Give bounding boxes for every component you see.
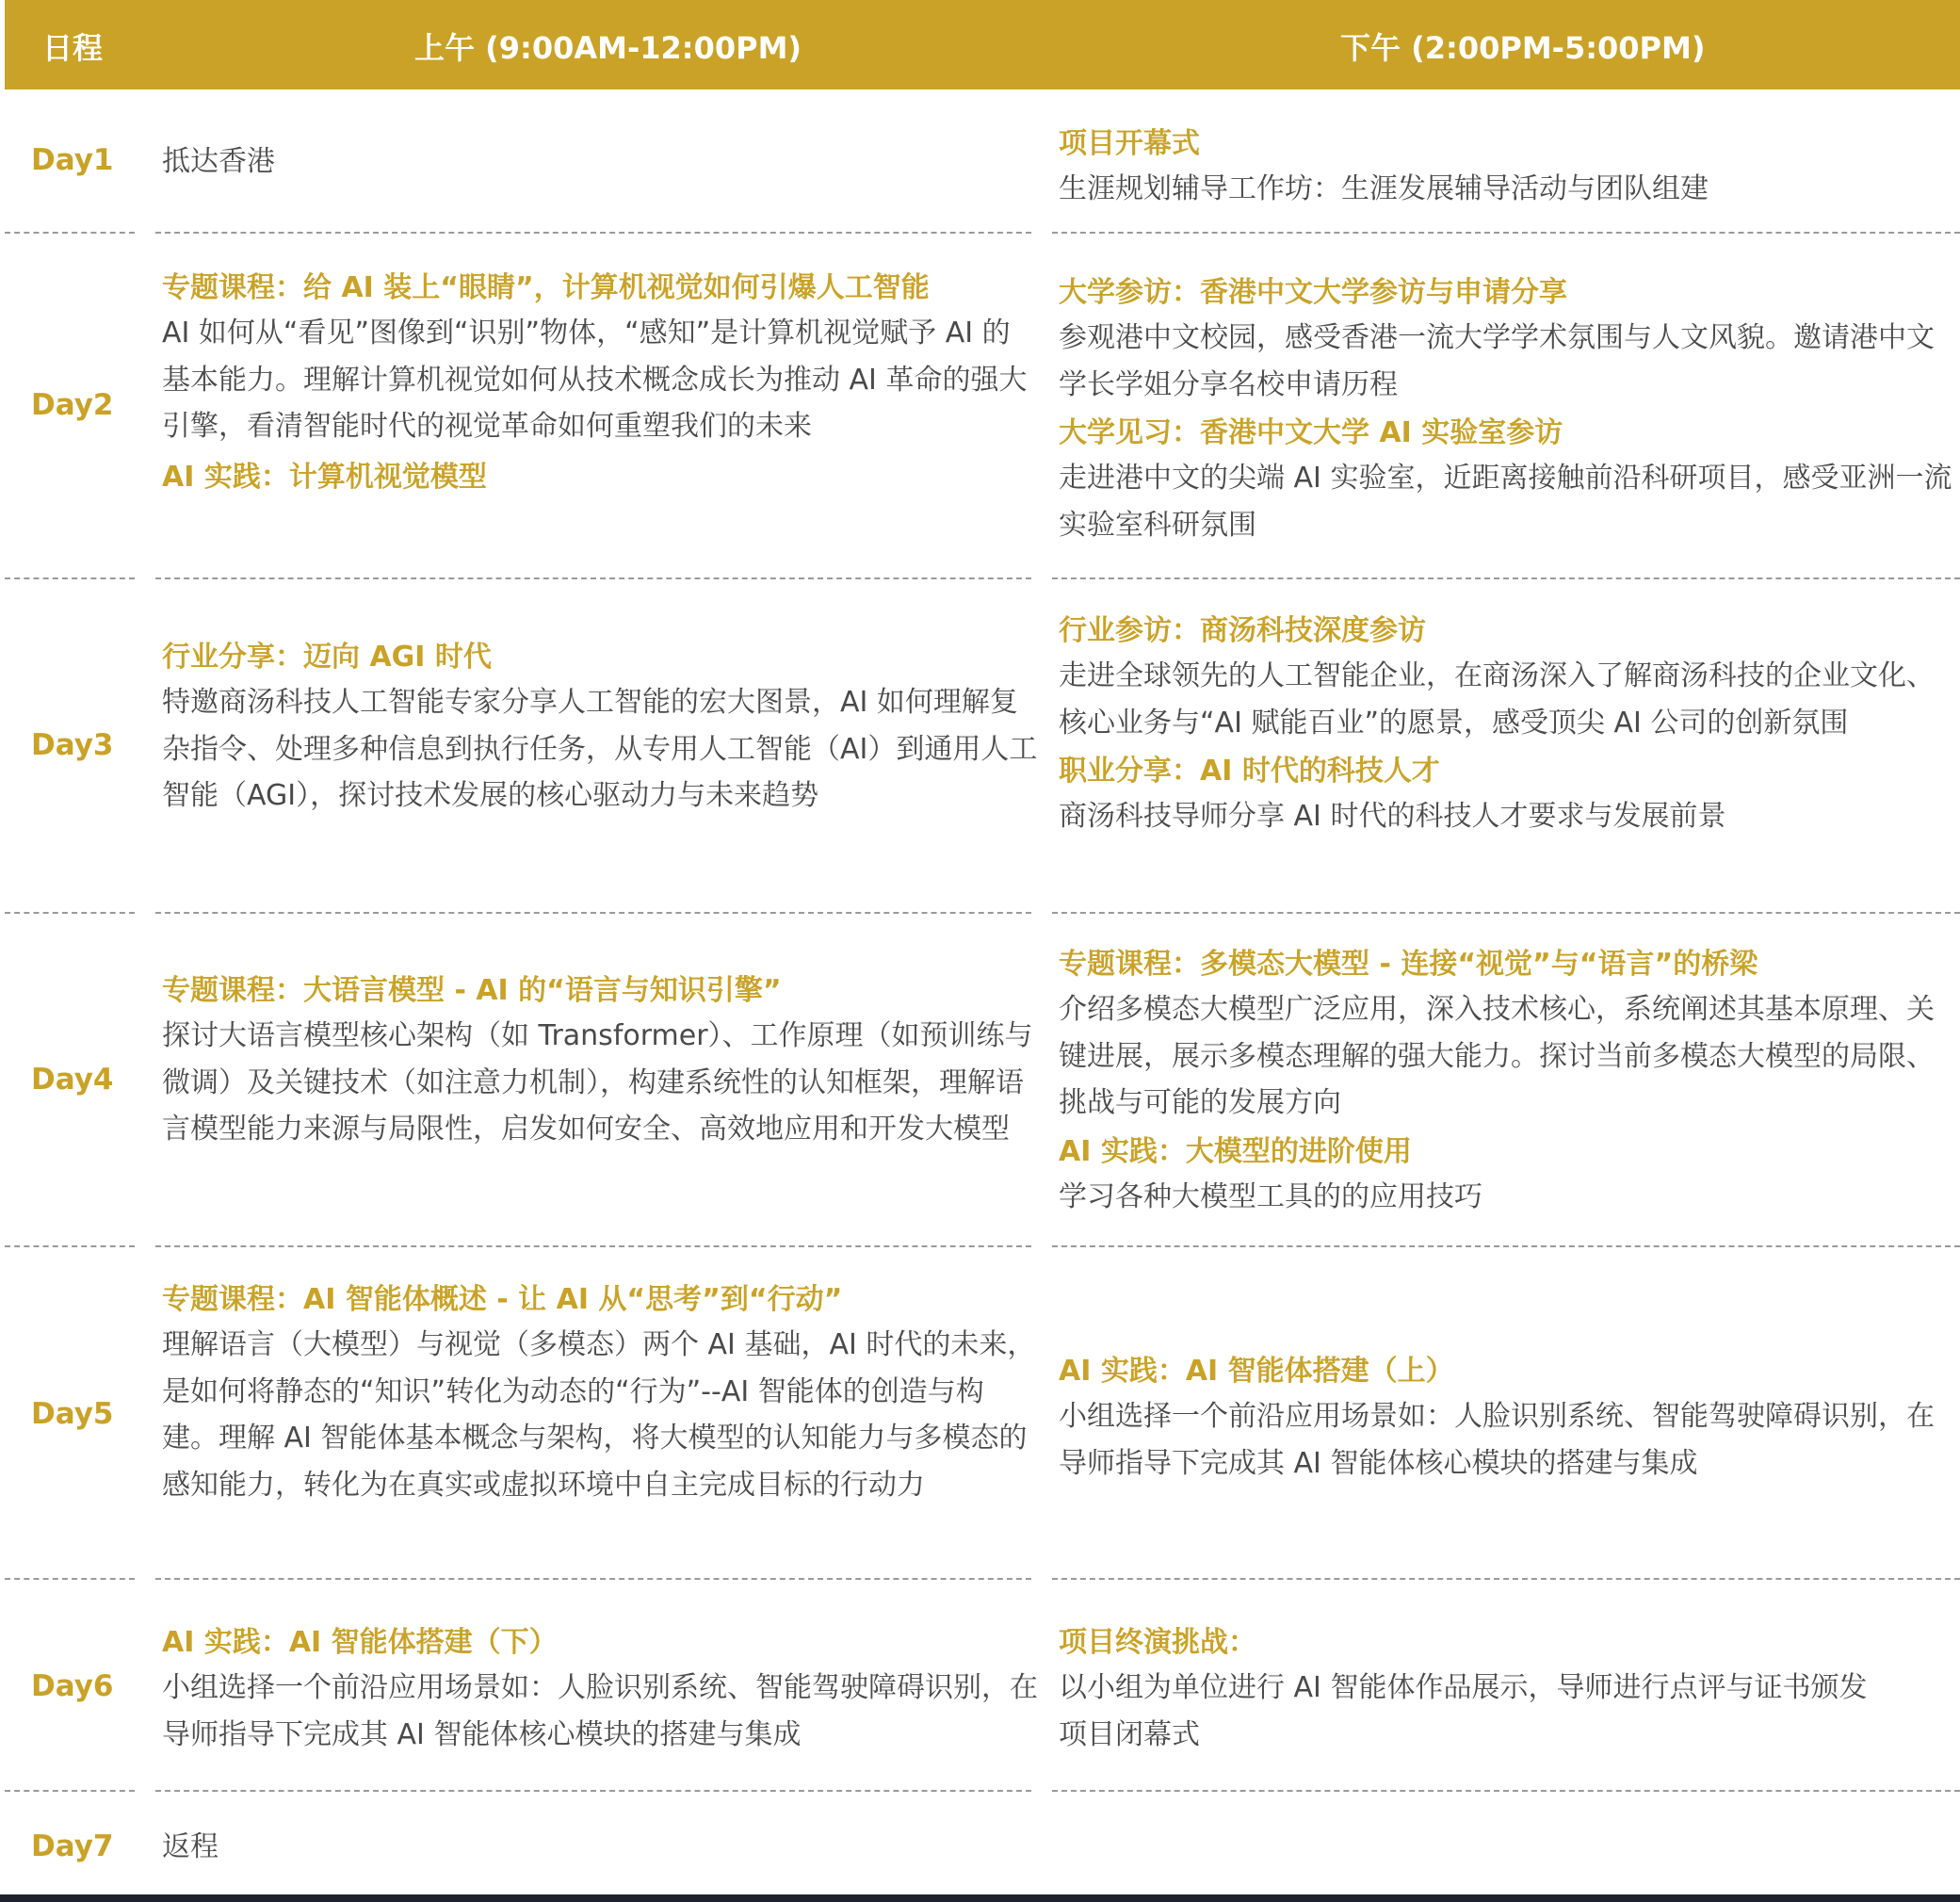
header-pm: 下午 (2:00PM-5:00PM) [1340,30,1706,66]
day6-pm-title: 项目终演挑战： [1059,1626,1256,1659]
day4-pm-text: 介绍多模态大模型广泛应用，深入技术核心，系统阐述其基本原理、关键进展，展示多模态理解的强大能力。探讨当前多模态大模型的局限、挑战与可能的发展方向 [1059,993,1935,1119]
day4-am-title: 专题课程：大语言模型 - AI 的“语言与知识引擎” [162,974,782,1007]
day1-am [162,138,1038,186]
day-label: Day6 [31,1669,114,1703]
day6-pm-text2: 项目闭幕式 [1059,1717,1200,1751]
day-label: Day7 [31,1829,114,1863]
day1-pm-title: 项目开幕式 [1059,127,1200,160]
row-divider [5,1245,135,1247]
row-divider [155,577,1031,579]
day-label: Day5 [31,1397,114,1431]
row-divider [5,1790,135,1792]
row-divider [1052,912,1960,914]
row-divider [155,1245,1031,1247]
day-label: Day3 [31,728,114,762]
day5-pm-title: AI 实践：AI 智能体搭建（上） [1059,1355,1454,1388]
day1-pm-text: 生涯规划辅导工作坊：生涯发展辅导活动与团队组建 [1059,172,1709,205]
row-divider [5,1578,135,1580]
day6-am-title: AI 实践：AI 智能体搭建（下） [162,1626,558,1659]
day5-am-text: 理解语言（大模型）与视觉（多模态）两个 AI 基础，AI 时代的未来，是如何将静态的“知识”转化为动态的“行为”--AI 智能体的创造与构建。理解 AI 智能体基本概念与架构，将大模型的认知能力与多模态的感知能力，转化为在真实或虚拟环境中自主完成目标的行动力 [162,1328,1036,1502]
day3-am [162,636,1038,820]
day3-pm-text: 走进全球领先的人工智能企业，在商汤深入了解商汤科技的企业文化、核心业务与“AI 赋能百业”的愿景，感受顶尖 AI 公司的创新氛围 [1059,659,1935,740]
day1-am-text: 抵达香港 [162,145,275,178]
row-divider [155,912,1031,914]
day2-am [162,267,1038,499]
day2-am-text: AI 如何从“看见”图像到“识别”物体，“感知”是计算机视觉赋予 AI 的基本能力。理解计算机视觉如何从技术概念成长为推动 AI 革命的强大引擎，看清智能时代的视觉革命如何重塑我们的未来 [162,317,1028,443]
day2-pm [1059,271,1953,548]
row-divider [155,1578,1031,1580]
day5-am-title: 专题课程：AI 智能体概述 - 让 AI 从“思考”到“行动” [162,1283,843,1316]
row-divider [155,1790,1031,1792]
day2-pm-title: 大学参访：香港中文大学参访与申请分享 [1059,276,1567,309]
row-divider [155,232,1031,234]
day4-am-text: 探讨大语言模型核心架构（如 Transformer）、工作原理（如预训练与微调）及关键技术（如注意力机制），构建系统性的认知框架，理解语言模型能力来源与局限性，启发如何安全、高效地应用和开发大模型 [162,1019,1033,1146]
day-label: Day4 [31,1063,114,1097]
day5-am [162,1278,1038,1508]
day4-pm-text2: 学习各种大模型工具的的应用技巧 [1059,1179,1482,1213]
day3-pm-title2: 职业分享：AI 时代的科技人才 [1059,755,1440,788]
day4-am [162,969,1038,1153]
day3-am-title: 行业分享：迈向 AGI 时代 [162,641,492,674]
schedule-header [5,0,1960,89]
day-label: Day1 [31,143,114,177]
day5-pm [1059,1350,1953,1487]
row-divider [5,912,135,914]
day1-pm [1059,122,1953,213]
day3-pm-title: 行业参访：商汤科技深度参访 [1059,614,1426,647]
row-divider [1052,1245,1960,1247]
day6-pm-text: 以小组为单位进行 AI 智能体作品展示，导师进行点评与证书颁发 [1059,1671,1868,1704]
day3-pm [1059,610,1953,840]
row-divider [5,577,135,579]
day7-am-text: 返程 [162,1830,219,1863]
header-am: 上午 (9:00AM-12:00PM) [414,30,802,66]
day6-am-text: 小组选择一个前沿应用场景如：人脸识别系统、智能驾驶障碍识别，在导师指导下完成其 AI 智能体核心模块的搭建与集成 [162,1671,1038,1751]
bottom-bar [0,1894,1960,1902]
row-divider [1052,1790,1960,1792]
day-label: Day2 [31,388,114,422]
day6-am [162,1621,1038,1758]
day2-pm-title2: 大学见习：香港中文大学 AI 实验室参访 [1059,416,1563,449]
day2-pm-text2: 走进港中文的尖端 AI 实验室，近距离接触前沿科研项目，感受亚洲一流实验室科研氛围 [1059,462,1952,542]
row-divider [5,232,135,234]
day4-pm-title2: AI 实践：大模型的进阶使用 [1059,1134,1412,1168]
day2-am-title: 专题课程：给 AI 装上“眼睛”，计算机视觉如何引爆人工智能 [162,271,930,304]
row-divider [1052,1578,1960,1580]
day3-am-text: 特邀商汤科技人工智能专家分享人工智能的宏大图景，AI 如何理解复杂指令、处理多种信息到执行任务，从专用人工智能（AI）到通用人工智能（AGI），探讨技术发展的核心驱动力与未来趋势 [162,686,1038,812]
day2-am-title2: AI 实践：计算机视觉模型 [162,460,487,494]
day4-pm [1059,943,1953,1220]
day2-pm-text: 参观港中文校园，感受香港一流大学学术氛围与人文风貌。邀请港中文学长学姐分享名校申请历程 [1059,321,1935,401]
day4-pm-title: 专题课程：多模态大模型 - 连接“视觉”与“语言”的桥梁 [1059,948,1758,981]
day7-am [162,1824,1038,1871]
header-day: 日程 [42,30,104,66]
row-divider [1052,577,1960,579]
day6-pm [1059,1621,1953,1758]
day5-pm-text: 小组选择一个前沿应用场景如：人脸识别系统、智能驾驶障碍识别，在导师指导下完成其 AI 智能体核心模块的搭建与集成 [1059,1400,1935,1480]
row-divider [1052,232,1960,234]
day3-pm-text2: 商汤科技导师分享 AI 时代的科技人才要求与发展前景 [1059,800,1726,833]
